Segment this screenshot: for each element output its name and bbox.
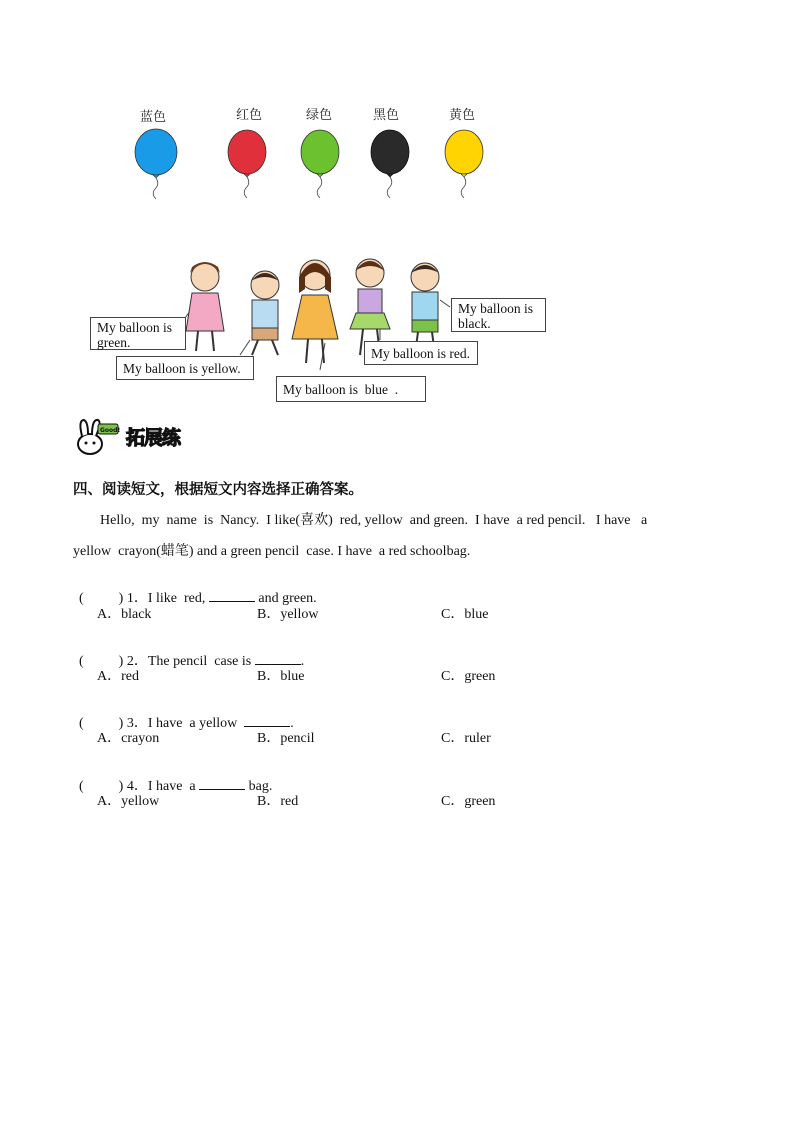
- option-3c[interactable]: C．ruler: [441, 731, 491, 746]
- option-1a[interactable]: A．black: [97, 607, 152, 622]
- balloon-yellow: [445, 130, 483, 198]
- option-2a[interactable]: A．red: [97, 669, 139, 684]
- question-number: 3．: [126, 716, 148, 731]
- speech-red-text: My balloon is red.: [371, 346, 470, 361]
- section-header-title: 拓展练: [126, 427, 181, 449]
- speech-green-line1: My balloon is: [97, 320, 173, 335]
- answer-blank: [244, 714, 290, 727]
- balloon-label-green: 绿色: [306, 108, 333, 123]
- speech-box-black: [451, 298, 546, 332]
- child-boy-left: [251, 271, 279, 355]
- badge-good-text: Good!: [100, 427, 121, 434]
- answer-blank: [209, 589, 255, 602]
- option-2b[interactable]: B．blue: [257, 669, 305, 684]
- answer-blank: [199, 777, 245, 790]
- option-3a[interactable]: A．crayon: [97, 731, 160, 746]
- balloon-black: [371, 130, 409, 198]
- option-4b[interactable]: B．red: [257, 794, 299, 809]
- passage-line-2: yellow crayon(蜡笔) and a green pencil case. I have a red schoolbag.: [73, 544, 471, 559]
- question-number: 1．: [126, 591, 148, 606]
- section-title: 四、阅读短文，根据短文内容选择正确答案。: [73, 482, 363, 498]
- option-4a[interactable]: A．yellow: [97, 794, 160, 809]
- speech-yellow-text: My balloon is yellow.: [123, 361, 241, 376]
- option-2c[interactable]: C．green: [441, 669, 496, 684]
- balloon-green: [301, 130, 339, 198]
- speech-box-yellow: [116, 356, 254, 380]
- speech-black-line1: My balloon is: [458, 301, 534, 316]
- balloon-label-black: 黑色: [373, 108, 400, 123]
- option-1b[interactable]: B．yellow: [257, 607, 319, 622]
- answer-paren[interactable]: ( ): [79, 654, 124, 669]
- question-1: [72, 571, 317, 607]
- balloon-label-red: 红色: [236, 108, 263, 123]
- balloon-label-blue: 蓝色: [140, 110, 167, 125]
- option-3b[interactable]: B．pencil: [257, 731, 315, 746]
- child-girl-pink: [186, 262, 224, 351]
- speech-box-green: [90, 317, 186, 350]
- passage-line-1: Hello, my name is Nancy. I like(喜欢) red, yellow and green. I have a red pencil. I have a: [100, 513, 648, 528]
- speech-blue-end: .: [394, 382, 399, 397]
- balloon-label-yellow: 黄色: [449, 108, 476, 123]
- speech-black-line2: black.: [458, 316, 491, 331]
- question-number: 2．: [126, 654, 148, 669]
- balloon-blue: [135, 129, 177, 199]
- answer-paren[interactable]: ( ): [79, 591, 124, 606]
- question-text-end: .: [290, 716, 294, 731]
- option-1c[interactable]: C．blue: [441, 607, 489, 622]
- question-text-end: bag.: [245, 779, 273, 794]
- question-text-end: .: [300, 654, 305, 669]
- question-text-end: and green.: [254, 591, 317, 606]
- speech-blue-prefix: My balloon is: [283, 382, 359, 397]
- speech-box-blue: [276, 376, 426, 402]
- child-boy-right: [411, 263, 439, 347]
- question-text: I like red,: [147, 591, 209, 606]
- option-4c[interactable]: C．green: [441, 794, 496, 809]
- speech-green-line2: green.: [97, 335, 131, 350]
- question-number: 4．: [126, 779, 148, 794]
- child-girl-yellow: [292, 260, 338, 363]
- answer-blank: [255, 652, 301, 665]
- answer-paren[interactable]: ( ): [79, 779, 124, 794]
- question-text: The pencil case is: [147, 654, 255, 669]
- balloon-red: [228, 130, 266, 198]
- question-text: I have a: [147, 779, 200, 794]
- speech-blue-word: blue: [364, 382, 389, 397]
- balloons-illustration: [120, 120, 500, 205]
- question-text: I have a yellow: [147, 716, 245, 731]
- speech-box-red: [364, 341, 478, 365]
- answer-paren[interactable]: ( ): [79, 716, 124, 731]
